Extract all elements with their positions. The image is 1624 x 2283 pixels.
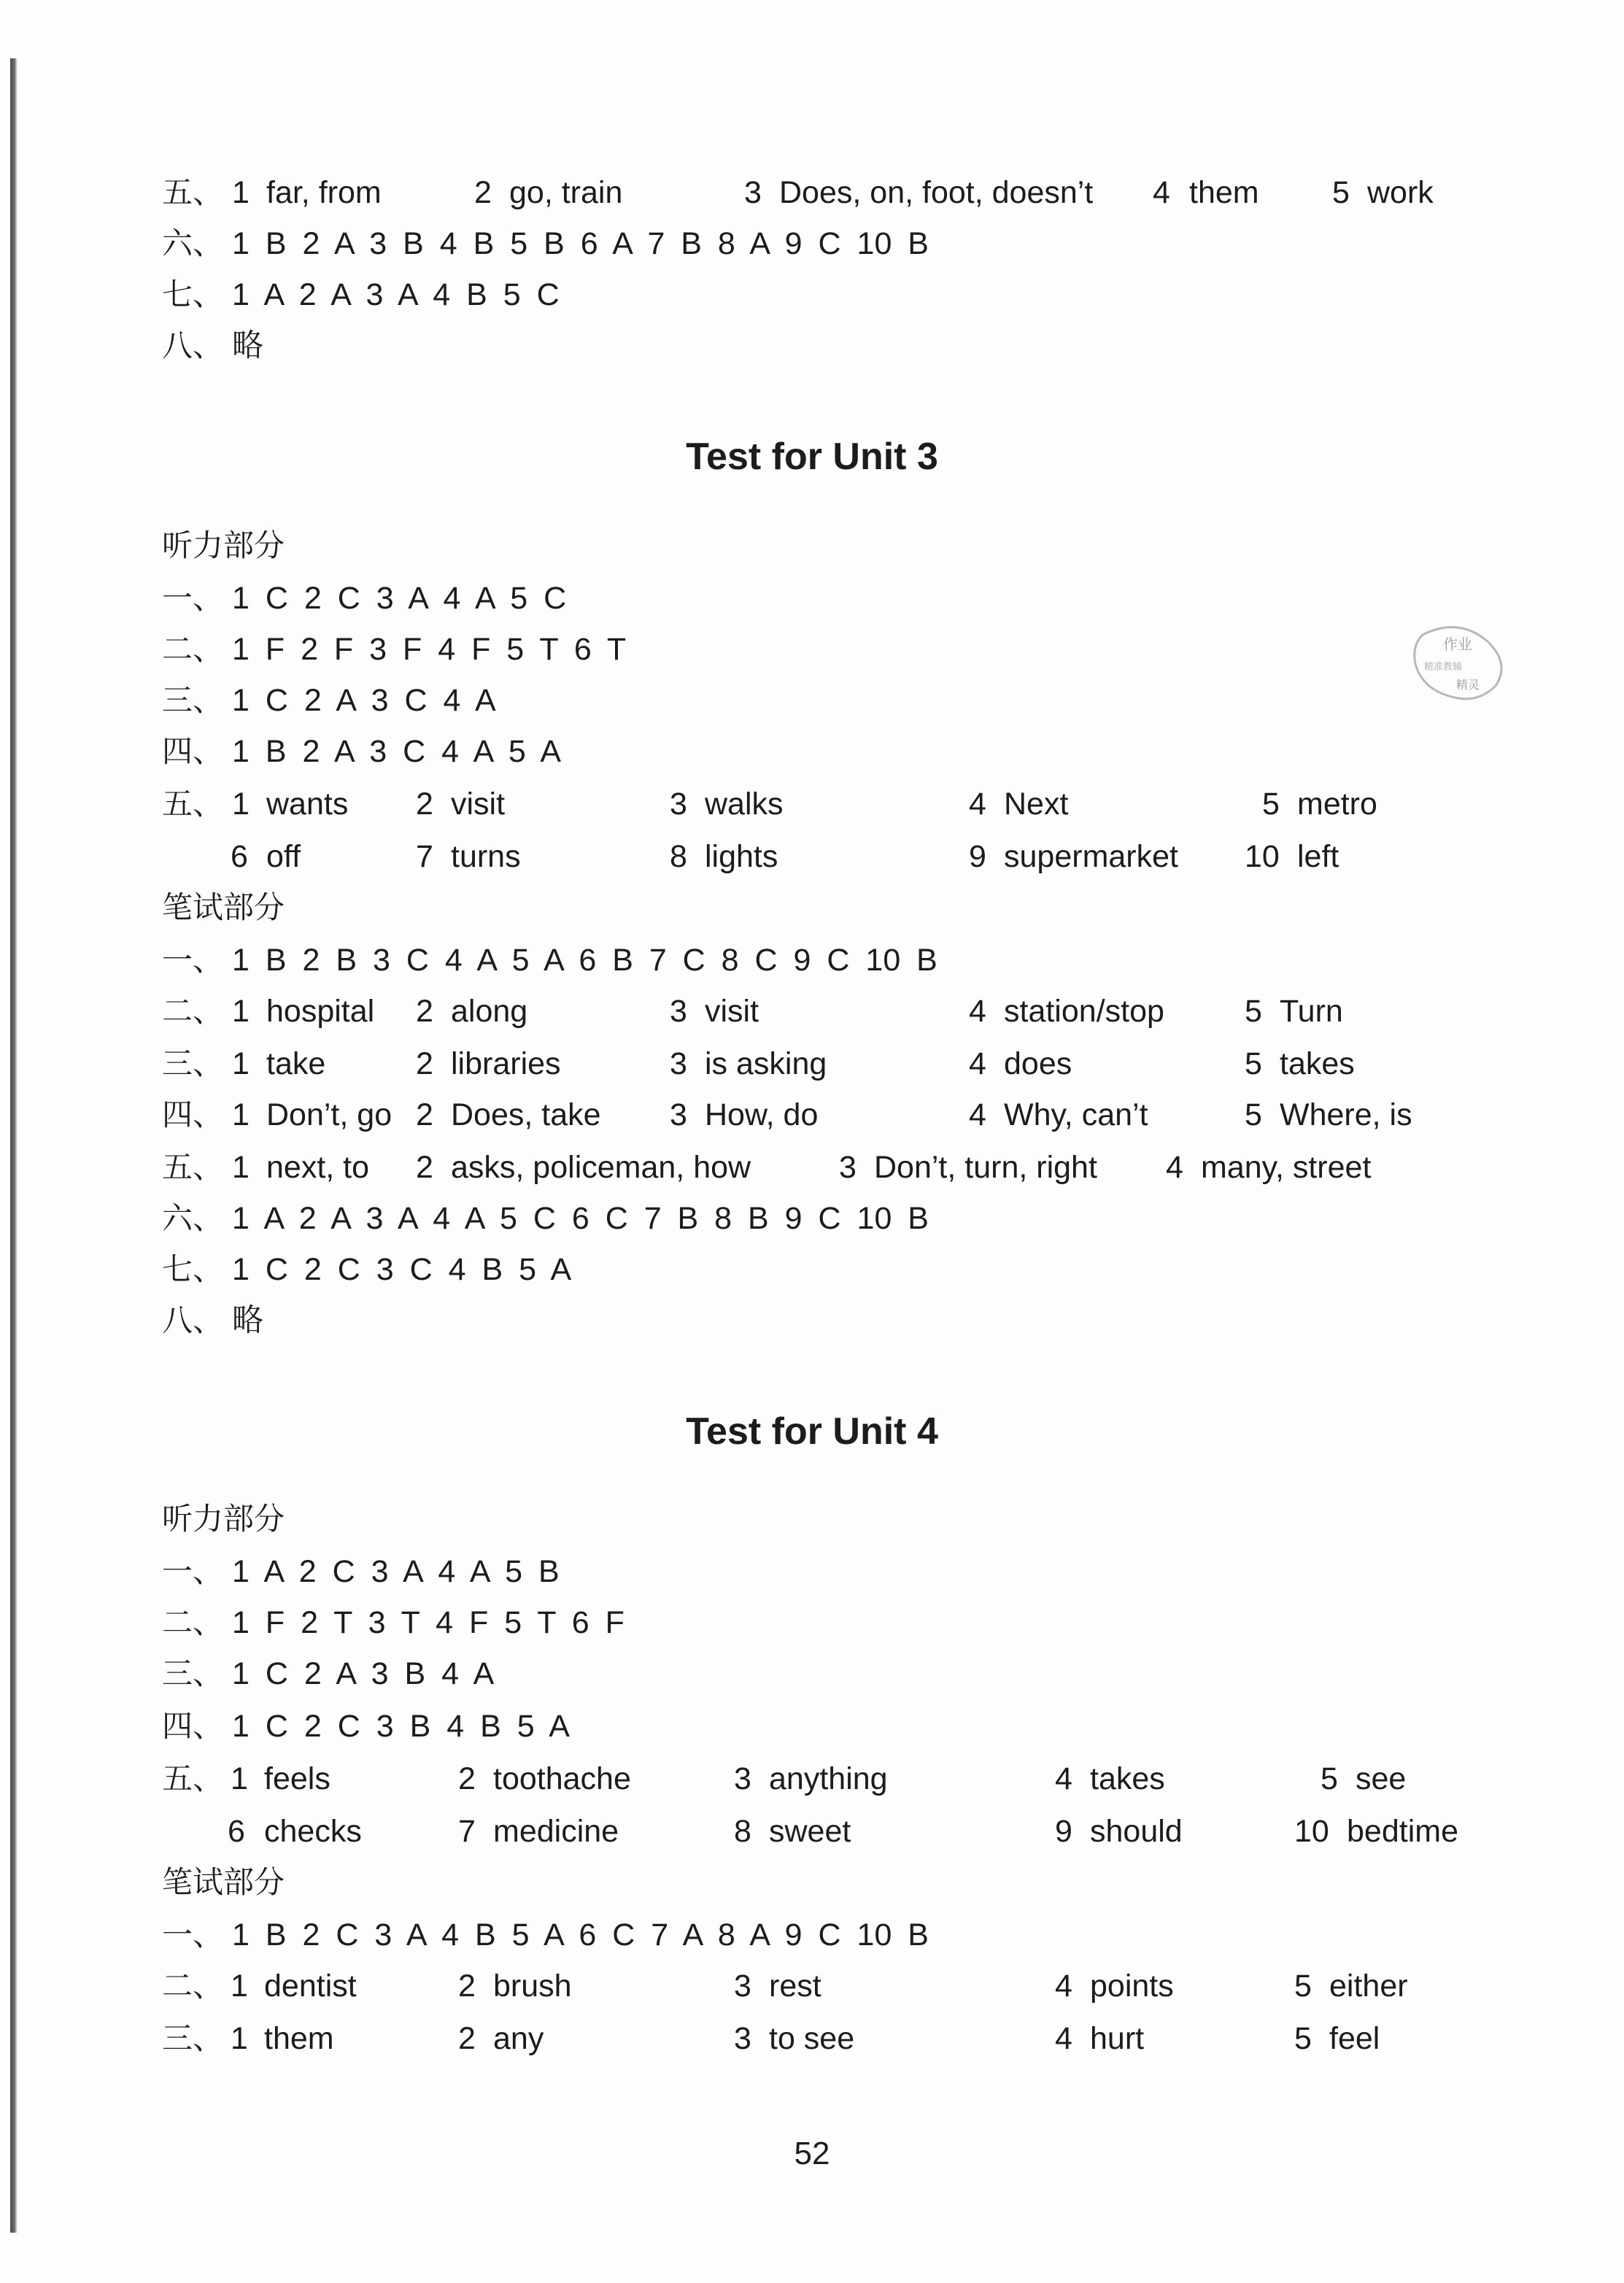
item-answer: hospital (266, 994, 375, 1029)
item-num: 2 (416, 994, 433, 1029)
item-answer: How, do (705, 1097, 819, 1132)
row-label: 三、 (162, 1656, 224, 1691)
item-answer: feel (1329, 2021, 1380, 2056)
row-answers: 1 A 2 A 3 A 4 A 5 C 6 C 7 B 8 B 9 C 10 B (232, 1201, 929, 1236)
u4-written-row-3 (0, 2015, 1624, 2062)
item-answer: left (1297, 839, 1339, 874)
item-num: 10 (1245, 839, 1280, 874)
row-answers: 1 F 2 T 3 T 4 F 5 T 6 F (232, 1605, 625, 1640)
u4-written-row-2 (0, 1963, 1624, 2009)
item-num: 6 (231, 839, 248, 874)
item-num: 5 (1294, 2021, 1312, 2056)
item-num: 5 (1245, 1097, 1262, 1132)
row-label: 七、 (162, 277, 224, 312)
item-answer: Does, on, foot, doesn’t (779, 175, 1094, 210)
row-answers: 1 C 2 C 3 B 4 B 5 A (232, 1709, 570, 1744)
item-answer: take (266, 1046, 326, 1081)
unit4-listening-label: 听力部分 (162, 1501, 285, 1537)
item-num: 3 (670, 1046, 687, 1081)
u4-listening-row-1 (0, 1548, 1624, 1595)
item-num: 3 (734, 1969, 751, 2004)
item-answer: brush (493, 1969, 572, 2004)
item-answer: wants (266, 787, 349, 822)
item-num: 7 (458, 1814, 476, 1849)
unit3-title: Test for Unit 3 (686, 436, 938, 478)
row-label: 一、 (162, 1553, 224, 1589)
item-num: 4 (1055, 2021, 1072, 2056)
item-num: 5 (1262, 787, 1280, 822)
item-num: 5 (1321, 1761, 1338, 1796)
u3-listening-row-3 (0, 677, 1624, 724)
item-num: 1 (231, 1969, 248, 2004)
row-label: 五、 (162, 1149, 224, 1185)
stamp-text-2: 精准教辅 (1424, 662, 1463, 673)
row-answers: 略 (232, 1302, 263, 1339)
item-answer: lights (705, 839, 778, 874)
item-answer: takes (1280, 1046, 1355, 1081)
u4-listening-row-5a (0, 1755, 1624, 1802)
item-num: 4 (1153, 175, 1170, 210)
row-label: 四、 (162, 733, 224, 769)
item-answer: either (1329, 1969, 1408, 2004)
item-num: 3 (734, 2021, 751, 2056)
item-num: 2 (416, 1097, 433, 1132)
row-answers: 1 C 2 C 3 A 4 A 5 C (232, 581, 567, 616)
row-label: 五、 (162, 786, 224, 822)
row-answers: 1 F 2 F 3 F 4 F 5 T 6 T (232, 632, 627, 667)
item-answer: sweet (769, 1814, 851, 1849)
item-num: 7 (416, 839, 433, 874)
item-num: 4 (969, 994, 986, 1029)
row-label: 二、 (162, 1968, 224, 2004)
row-answers: 1 A 2 A 3 A 4 B 5 C (232, 277, 560, 312)
item-answer: is asking (705, 1046, 827, 1081)
item-answer: Turn (1280, 994, 1343, 1029)
item-answer: to see (769, 2021, 855, 2056)
item-num: 9 (1055, 1814, 1072, 1849)
row-answers: 1 B 2 B 3 C 4 A 5 A 6 B 7 C 8 C 9 C 10 B (232, 943, 937, 978)
row-answers: 略 (232, 328, 263, 364)
u3-written-row-6 (0, 1195, 1624, 1242)
item-answer: walks (705, 787, 784, 822)
item-num: 4 (969, 1046, 986, 1081)
item-answer: asks, policeman, how (451, 1150, 751, 1185)
item-answer: visit (705, 994, 759, 1029)
row-label: 三、 (162, 682, 224, 718)
item-answer: Where, is (1280, 1097, 1412, 1132)
row-label: 五、 (162, 174, 224, 210)
item-answer: anything (769, 1761, 888, 1796)
item-answer: turns (451, 839, 521, 874)
item-answer: visit (451, 787, 506, 822)
row-label: 三、 (162, 2020, 224, 2056)
u3-listening-row-5b (0, 833, 1624, 880)
item-num: 1 (232, 175, 250, 210)
row-answers: 1 B 2 A 3 C 4 A 5 A (232, 734, 562, 769)
item-answer: libraries (451, 1046, 561, 1081)
item-answer: Don’t, go (266, 1097, 393, 1132)
row-answers: 1 B 2 C 3 A 4 B 5 A 6 C 7 A 8 A 9 C 10 B (232, 1917, 929, 1952)
stamp-text-3: 精灵 (1456, 678, 1480, 692)
u3-written-row-3 (0, 1040, 1624, 1087)
item-num: 1 (232, 1097, 250, 1132)
item-answer: medicine (493, 1814, 619, 1849)
item-answer: Why, can’t (1004, 1097, 1148, 1132)
item-answer: station/stop (1004, 994, 1164, 1029)
item-answer: along (451, 994, 528, 1029)
row-answers: 1 C 2 A 3 B 4 A (232, 1656, 495, 1691)
u2-row-6 (0, 220, 1624, 267)
item-answer: should (1090, 1814, 1183, 1849)
row-answers: 1 C 2 C 3 C 4 B 5 A (232, 1252, 572, 1287)
row-answers: 1 C 2 A 3 C 4 A (232, 683, 496, 718)
item-num: 2 (474, 175, 492, 210)
item-num: 3 (670, 787, 687, 822)
item-answer: checks (264, 1814, 362, 1849)
item-answer: supermarket (1004, 839, 1178, 874)
item-num: 5 (1245, 1046, 1262, 1081)
row-label: 二、 (162, 1604, 224, 1640)
item-num: 2 (416, 1150, 433, 1185)
item-num: 1 (231, 1761, 248, 1796)
item-num: 5 (1245, 994, 1262, 1029)
unit4-written-label: 笔试部分 (162, 1864, 285, 1900)
u4-listening-row-5b (0, 1808, 1624, 1855)
unit4-title: Test for Unit 4 (686, 1410, 938, 1453)
item-num: 1 (232, 994, 250, 1029)
item-answer: rest (769, 1969, 821, 2004)
row-label: 四、 (162, 1097, 224, 1132)
item-answer: Don’t, turn, right (874, 1150, 1097, 1185)
item-num: 1 (232, 787, 250, 822)
item-answer: go, train (509, 175, 623, 210)
u2-row-7 (0, 271, 1624, 318)
item-num: 1 (231, 2021, 248, 2056)
item-answer: does (1004, 1046, 1072, 1081)
row-label: 二、 (162, 993, 224, 1029)
item-answer: work (1367, 175, 1434, 210)
item-num: 3 (839, 1150, 857, 1185)
item-num: 2 (458, 1969, 476, 2004)
item-answer: feels (264, 1761, 330, 1796)
item-answer: hurt (1090, 2021, 1145, 2056)
item-num: 1 (232, 1150, 250, 1185)
item-num: 4 (1055, 1761, 1072, 1796)
u3-written-row-8 (0, 1297, 1624, 1344)
item-answer: bedtime (1347, 1814, 1458, 1849)
stamp-text-1: 作业 (1443, 636, 1472, 653)
item-num: 3 (744, 175, 762, 210)
row-label: 六、 (162, 225, 224, 261)
u4-listening-row-4 (0, 1703, 1624, 1750)
u3-listening-row-1 (0, 575, 1624, 622)
watermark-stamp-icon (1408, 620, 1510, 708)
row-label: 四、 (162, 1708, 224, 1744)
row-label: 八、 (162, 1302, 224, 1338)
row-label: 三、 (162, 1046, 224, 1081)
item-num: 8 (670, 839, 687, 874)
item-num: 9 (969, 839, 986, 874)
item-answer: toothache (493, 1761, 631, 1796)
item-num: 2 (458, 1761, 476, 1796)
item-num: 1 (232, 1046, 250, 1081)
u3-written-row-4 (0, 1092, 1624, 1138)
item-answer: metro (1297, 787, 1377, 822)
item-answer: see (1356, 1761, 1407, 1796)
item-answer: them (1189, 175, 1259, 210)
u3-listening-row-4 (0, 728, 1624, 775)
row-label: 六、 (162, 1200, 224, 1236)
item-answer: them (264, 2021, 334, 2056)
row-label: 二、 (162, 631, 224, 667)
row-label: 一、 (162, 1917, 224, 1952)
u2-row-5 (0, 169, 1624, 216)
u4-listening-row-2 (0, 1599, 1624, 1646)
item-num: 6 (228, 1814, 245, 1849)
item-num: 4 (969, 787, 986, 822)
unit3-listening-label: 听力部分 (162, 528, 285, 563)
item-num: 3 (670, 1097, 687, 1132)
row-label: 五、 (162, 1761, 224, 1796)
row-label: 八、 (162, 328, 224, 363)
u4-written-row-1 (0, 1912, 1624, 1958)
item-num: 4 (1166, 1150, 1183, 1185)
u3-listening-row-2 (0, 626, 1624, 673)
row-label: 一、 (162, 580, 224, 616)
row-answers: 1 B 2 A 3 B 4 B 5 B 6 A 7 B 8 A 9 C 10 B (232, 226, 929, 261)
row-label: 七、 (162, 1251, 224, 1287)
u3-written-row-7 (0, 1246, 1624, 1293)
page-number: 52 (794, 2136, 830, 2171)
u3-listening-row-5a (0, 781, 1624, 827)
item-answer: dentist (264, 1969, 357, 2004)
item-answer: Next (1004, 787, 1069, 822)
item-num: 2 (458, 2021, 476, 2056)
item-num: 2 (416, 1046, 433, 1081)
item-num: 5 (1332, 175, 1350, 210)
item-answer: far, from (266, 175, 382, 210)
item-num: 4 (1055, 1969, 1072, 2004)
u2-row-8 (0, 322, 1624, 369)
item-num: 3 (670, 994, 687, 1029)
item-num: 8 (734, 1814, 751, 1849)
item-answer: next, to (266, 1150, 370, 1185)
item-num: 4 (969, 1097, 986, 1132)
row-label: 一、 (162, 942, 224, 978)
item-answer: points (1090, 1969, 1174, 2004)
item-answer: Does, take (451, 1097, 601, 1132)
item-num: 10 (1294, 1814, 1329, 1849)
u3-written-row-5 (0, 1144, 1624, 1191)
u3-written-row-2 (0, 988, 1624, 1035)
item-answer: takes (1090, 1761, 1165, 1796)
item-num: 5 (1294, 1969, 1312, 2004)
item-num: 3 (734, 1761, 751, 1796)
item-answer: many, street (1201, 1150, 1372, 1185)
item-num: 2 (416, 787, 433, 822)
u4-listening-row-3 (0, 1650, 1624, 1697)
unit3-written-label: 笔试部分 (162, 889, 285, 925)
item-answer: off (266, 839, 301, 874)
item-answer: any (493, 2021, 544, 2056)
u3-written-row-1 (0, 937, 1624, 984)
row-answers: 1 A 2 C 3 A 4 A 5 B (232, 1554, 560, 1589)
